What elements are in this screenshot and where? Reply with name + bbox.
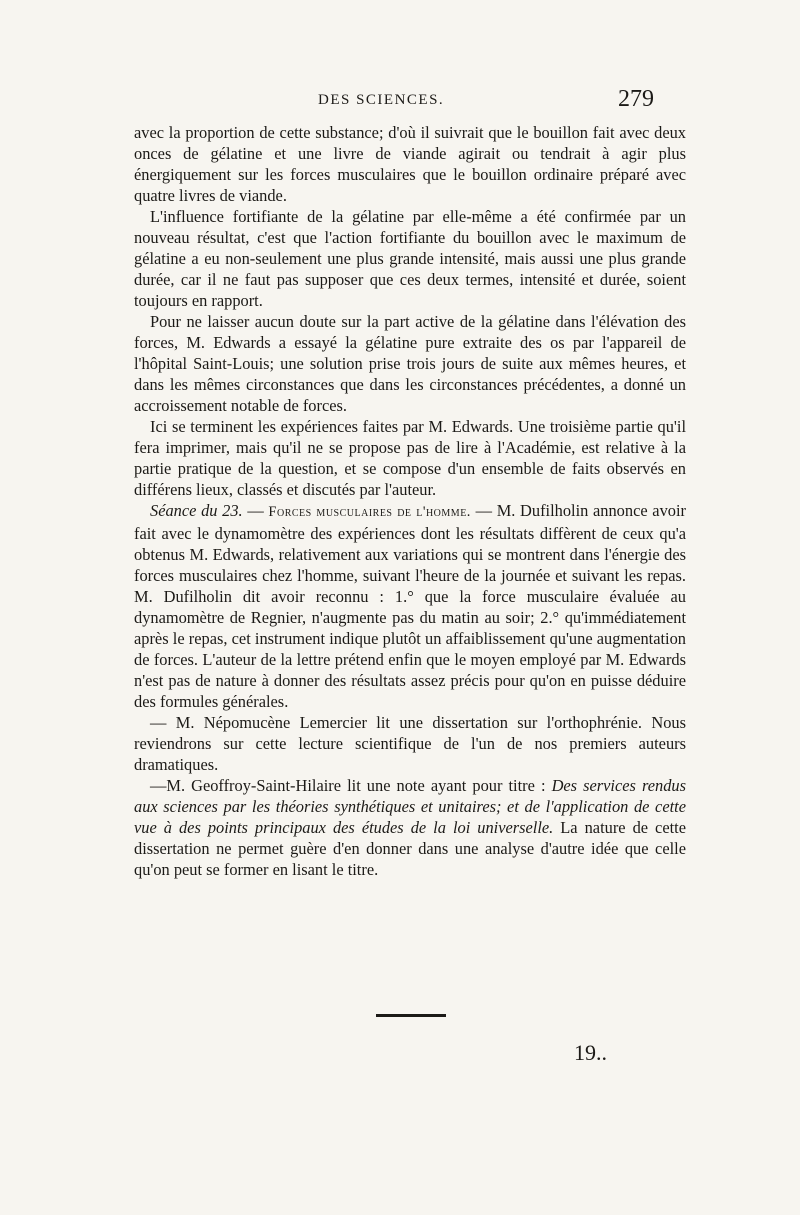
note-title: Des services rendus aux sciences par les théories synthétiques et unitaires; et de l'application de cette vue à des points principaux des études de la loi universelle. [134,776,686,837]
dash: — [242,501,269,520]
section-divider [376,1014,446,1017]
paragraph-7-lead: —M. Geoffroy-Saint-Hilaire lit une note ayant pour titre : [150,776,552,795]
paragraph-1: avec la proportion de cette substance; d'où il suivrait que le bouillon fait avec deux onces de gélatine et une livre de viande agirait ou tendrait à agir plus énergiquement sur les forces musculaires que le bouillon ordinaire préparé avec quatre livres de viande. [134,123,686,205]
signature-mark: 19.. [574,1040,607,1065]
paragraph-2: L'influence fortifiante de la gélatine par elle-même a été confirmée par un nouveau résultat, c'est que l'action fortifiante du bouillon avec le maximum de gélatine a eu non-seulement une plus grande intensité, mais aussi une plus grande durée, car il ne faut pas supposer que ces deux termes, intensité et durée, soient toujours en rapport. [134,207,686,310]
paragraph-5-body: — M. Dufilholin annonce avoir fait avec le dynamomètre des expériences dont les résultats diffèrent de ceux qu'a obtenus M. Edwards, relativement aux variations qui se montrent dans l'énergie des forces musculaires chez l'homme, suivant l'heure de la journée et suivant les repas. M. Dufilholin dit avoir reconnu : 1.° que la force musculaire évaluée au dynamomètre de Regnier, n'augmente pas du matin au soir; 2.° qu'immédiatement après le repas, cet instrument indique plutôt un affaiblissement qu'une augmentation de forces. L'auteur de la lettre prétend enfin que le moyen employé par M. Edwards n'est pas de nature à donner des résultats assez précis pour qu'on en puisse déduire des formules générales. [134,501,686,711]
paragraph-4: Ici se terminent les expériences faites par M. Edwards. Une troisième partie qu'il fera imprimer, mais qu'il ne se propose pas de lire à l'Académie, est relative à la partie pratique de la question, et se compose d'un ensemble de faits observés en différens lieux, classés et discutés par l'auteur. [134,417,686,499]
session-date: Séance du 23. [150,501,243,520]
page-number: 279 [618,86,654,112]
paragraph-7 [134,775,686,880]
section-heading: Forces musculaires de l'homme. [268,504,471,520]
paragraph-6: — M. Népomucène Lemercier lit une dissertation sur l'orthophrénie. Nous reviendrons sur cette lecture scientifique de l'un de nos premiers auteurs dramatiques. [134,713,686,774]
paragraph-7-tail: La nature de cette dissertation ne permet guère d'en donner dans une analyse d'autre idée que celle qu'on peut se former en lisant le titre. [134,818,686,879]
body-text [134,122,686,880]
paragraph-5 [134,500,686,712]
running-head: DES SCIENCES. [318,92,445,108]
paragraph-3: Pour ne laisser aucun doute sur la part active de la gélatine dans l'élévation des forces, M. Edwards a essayé la gélatine pure extraite des os par l'appareil de l'hôpital Saint-Louis; une solution prise trois jours de suite aux mêmes heures, et dans les mêmes circonstances que dans les circonstances précédentes, a donné un accroissement notable de forces. [134,312,686,415]
